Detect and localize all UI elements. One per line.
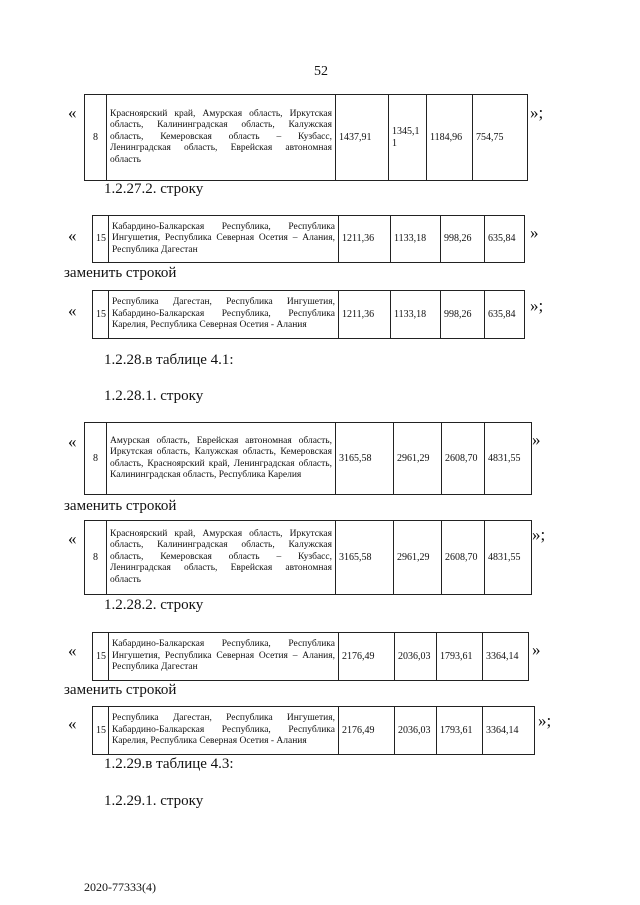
document-code: 2020-77333(4) — [84, 880, 156, 894]
value-cell: 998,26 — [441, 216, 485, 263]
value-cell: 2036,03 — [395, 633, 437, 681]
section-heading: 1.2.29.1. строку — [104, 793, 204, 809]
value-cell: 3364,14 — [483, 707, 535, 755]
value-cell: 754,75 — [473, 95, 528, 181]
value-cell: 1793,61 — [437, 707, 483, 755]
value-cell: 635,84 — [485, 216, 525, 263]
value-cell: 1133,18 — [391, 216, 441, 263]
value-cell: 1437,91 — [336, 95, 389, 181]
region-list: Кабардино-Балкарская Республика, Республика Ингушетия, Республика Северная Осетия – Алания, Республика Дагестан — [109, 633, 339, 681]
value-cell: 2176,49 — [339, 707, 395, 755]
table-row — [85, 423, 532, 495]
value-cell: 3364,14 — [483, 633, 529, 681]
row-number: 8 — [85, 521, 107, 595]
value-cell: 2036,03 — [395, 707, 437, 755]
quote-open: « — [68, 529, 77, 548]
replacement-row-table — [92, 215, 525, 263]
quote-open: « — [68, 714, 77, 733]
replacement-row-table — [84, 520, 532, 595]
value-cell: 2176,49 — [339, 633, 395, 681]
value-cell: 2608,70 — [442, 521, 485, 595]
quote-close: »; — [530, 296, 544, 315]
row-number: 8 — [85, 95, 107, 181]
table-row — [85, 95, 528, 181]
quote-open: « — [68, 432, 77, 451]
value-cell: 4831,55 — [485, 521, 532, 595]
replace-label: заменить строкой — [64, 265, 177, 281]
replacement-row-table — [92, 632, 529, 681]
region-list: Республика Дагестан, Республика Ингушетия, Кабардино-Балкарская Республика, Республика Карелия, Республика Северная Осетия - Алания — [109, 707, 339, 755]
table-row — [93, 216, 525, 263]
quote-close: » — [532, 430, 541, 449]
region-list: Красноярский край, Амурская область, Иркутская область, Калининградская область, Калужская область, Кемеровская область – Кузбасс, Ленинградская область, Еврейская автономная область — [107, 95, 336, 181]
row-number: 8 — [85, 423, 107, 495]
value-cell: 1793,61 — [437, 633, 483, 681]
value-cell: 4831,55 — [485, 423, 532, 495]
replacement-row-table — [92, 706, 535, 755]
table-row — [85, 521, 532, 595]
quote-close: »; — [538, 711, 552, 730]
replace-label: заменить строкой — [64, 498, 177, 514]
quote-open: « — [68, 641, 77, 660]
row-number: 15 — [93, 291, 109, 339]
region-list: Красноярский край, Амурская область, Иркутская область, Калининградская область, Калужская область, Кемеровская область – Кузбасс, Ленинградская область, Еврейская автономная область — [107, 521, 336, 595]
quote-close: »; — [530, 103, 544, 122]
value-cell: 635,84 — [485, 291, 525, 339]
section-heading: 1.2.28.в таблице 4.1: — [104, 352, 234, 368]
value-cell: 2961,29 — [394, 423, 442, 495]
row-number: 15 — [93, 633, 109, 681]
value-cell: 2608,70 — [442, 423, 485, 495]
quote-close: » — [530, 223, 539, 242]
section-heading: 1.2.28.1. строку — [104, 388, 204, 404]
value-cell: 2961,29 — [394, 521, 442, 595]
value-cell: 1211,36 — [339, 291, 391, 339]
section-heading: 1.2.27.2. строку — [104, 181, 204, 197]
quote-open: « — [68, 301, 77, 320]
quote-close: » — [532, 640, 541, 659]
value-cell: 1345,1 1 — [389, 95, 427, 181]
value-cell: 1184,96 — [427, 95, 473, 181]
quote-close: »; — [532, 525, 546, 544]
table-row — [93, 707, 535, 755]
page-number: 52 — [314, 64, 328, 79]
quote-open: « — [68, 103, 77, 122]
row-number: 15 — [93, 707, 109, 755]
region-list: Кабардино-Балкарская Республика, Республика Ингушетия, Республика Северная Осетия – Алания, Республика Дагестан — [109, 216, 339, 263]
row-number: 15 — [93, 216, 109, 263]
section-heading: 1.2.29.в таблице 4.3: — [104, 756, 234, 772]
region-list: Амурская область, Еврейская автономная область, Иркутская область, Калужская область, Кемеровская область, Красноярский край, Ленинградская область, Калининградская область, Республика Карелия — [107, 423, 336, 495]
section-heading: 1.2.28.2. строку — [104, 597, 204, 613]
replace-label: заменить строкой — [64, 682, 177, 698]
value-cell: 3165,58 — [336, 521, 394, 595]
value-cell: 1211,36 — [339, 216, 391, 263]
value-cell: 3165,58 — [336, 423, 394, 495]
table-row — [93, 291, 525, 339]
value-cell: 1133,18 — [391, 291, 441, 339]
replacement-row-table — [84, 94, 528, 181]
table-row — [93, 633, 529, 681]
value-cell: 998,26 — [441, 291, 485, 339]
replacement-row-table — [92, 290, 525, 339]
quote-open: « — [68, 226, 77, 245]
replacement-row-table — [84, 422, 532, 495]
region-list: Республика Дагестан, Республика Ингушетия, Кабардино-Балкарская Республика, Республика Карелия, Республика Северная Осетия - Алания — [109, 291, 339, 339]
